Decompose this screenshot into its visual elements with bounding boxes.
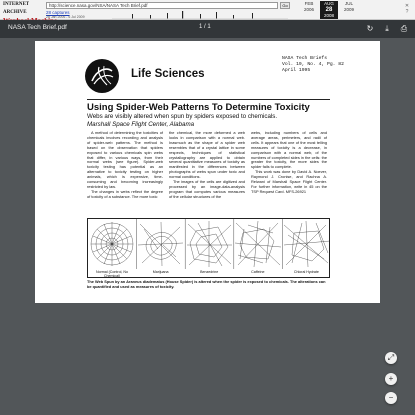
caffeine-web — [235, 221, 281, 267]
cal-month: AUG — [324, 1, 334, 6]
wayback-window-controls — [402, 3, 412, 15]
text-column-1 — [87, 131, 163, 200]
cal-month: JUL — [344, 1, 353, 6]
paragraph: This work was done by David A. Noever, Raymond J. Cronise, and Rachna A. Relwani of Marshall Space Flight Center. For further information, write in 45 on the TSP Request Card. MFS-26921 — [251, 169, 327, 194]
paragraph: The changes in webs reflect the degree of toxicity of a substance. The more toxic — [87, 188, 163, 199]
pdf-page — [35, 41, 380, 303]
section-title: Life Sciences — [131, 68, 205, 80]
zoom-in-icon[interactable]: + — [385, 373, 397, 385]
wayback-logo-line1: INTERNET ARCHIVE — [3, 2, 30, 15]
paragraph: webs, including numbers of cells and average areas, perimeters, and radii of cells. It appears that one of the most telling measures of toxicity is a decrease, in comparison with a normal web, of the numbers of completed sides in the cells: the greater the toxicity, the more sides the spider fails to complete. — [251, 130, 327, 170]
wayback-current-capture — [320, 1, 338, 19]
normal-web — [91, 222, 133, 266]
wayback-captures-link[interactable]: 28 captures — [46, 10, 70, 15]
life-sciences-logo — [85, 59, 119, 93]
page-separator: / — [204, 24, 206, 30]
wayback-go-button[interactable]: Go — [280, 2, 290, 9]
wayback-prev-capture[interactable] — [300, 1, 318, 19]
logo-graphic — [85, 59, 119, 93]
cal-year: 2008 — [323, 13, 334, 18]
cal-month: FEB — [304, 1, 314, 6]
cal-year: 2009 — [343, 7, 354, 12]
cal-day: 28 — [325, 7, 333, 13]
benzedrine-web — [187, 221, 232, 267]
figure-label: Benzedrine — [200, 270, 219, 274]
pdf-file-title: NASA Tech Brief.pdf — [8, 24, 67, 31]
wayback-logo[interactable] — [3, 1, 39, 18]
rotate-icon[interactable]: ↻ — [366, 24, 374, 33]
wayback-next-capture[interactable] — [340, 1, 358, 19]
figure-label: Chloral Hydrate — [293, 270, 319, 274]
paragraph: The images of the cells are digitized and processed by an image-data-analysis program that computes various measures of the cellular structures of the — [169, 179, 245, 199]
download-icon[interactable]: ⤓ — [385, 24, 389, 33]
article-subtitle: Webs are visibly altered when spun by spiders exposed to chemicals. — [87, 113, 278, 120]
chloral-hydrate-web — [284, 221, 330, 267]
page-current[interactable]: 1 — [199, 24, 203, 30]
figure-label: Caffeine — [251, 270, 265, 274]
close-icon[interactable]: ✕ — [404, 3, 410, 9]
title-rule — [87, 99, 330, 100]
marijuana-web — [138, 222, 183, 266]
paragraph: A method of determining the toxicities of chemicals involves recording and analysis of spider-web patterns. The method is based on the observation that spiders exposed to various chemicals spin webs that differ, in various ways, from their normal webs (see figure). Spider-web toxicity testing has potential as an alternative to toxicity testing on higher animals, which is expensive, time-consuming and becoming increasingly restricted by law. — [87, 130, 163, 189]
spider-web-figure — [87, 218, 330, 278]
print-icon[interactable]: ⎙ — [400, 24, 408, 33]
wayback-toolbar — [0, 0, 415, 20]
wayback-url-input[interactable]: http://science.nasa.gov/NSA/NASA Tech Brief.pdf — [46, 2, 278, 9]
fit-to-page-icon[interactable]: ⤢ — [385, 352, 397, 364]
wayback-sparkline[interactable] — [112, 10, 288, 19]
page-total: 1 — [207, 24, 211, 30]
figure-caption: The Web Spun by an Araneus diadematus (House Spider) is altered when the spider is exposed to chemicals. The alterations can be quantified and used as measures of toxicity. — [87, 279, 326, 289]
text-column-3 — [251, 131, 327, 195]
publication-info: NASA Tech Briefs Vol. 19, No. 4, Pg. 82 April 1995 — [282, 56, 344, 73]
article-center: Marshall Space Flight Center, Alabama — [87, 121, 195, 128]
paragraph: the chemical, the more deformed a web looks in comparison with a normal web. Inasmuch as the shape of a spider web resembles that of a crystal lattice in some respects, techniques of statistical crystallography are applied to obtain several quantitative measures of toxicity as manifested in the differences between photographs of webs spun under toxic and normal conditions. — [169, 130, 245, 180]
web-illustrations — [88, 219, 331, 269]
page-indicator — [199, 24, 211, 30]
text-column-2 — [169, 131, 245, 200]
zoom-out-icon[interactable]: − — [385, 392, 397, 404]
pdf-toolbar — [0, 20, 415, 38]
figure-label: Normal (Control, No Chemical) — [96, 270, 128, 278]
article-title: Using Spider-Web Patterns To Determine Toxicity — [87, 102, 310, 113]
figure-label: Marijuana — [152, 270, 169, 274]
cal-year: 2006 — [303, 7, 314, 12]
wayback-calendar — [300, 1, 360, 19]
wayback-capture-range: 28 Jan 2006 - 6 Jul 2009 — [46, 15, 85, 19]
help-icon[interactable]: ? — [405, 9, 409, 15]
